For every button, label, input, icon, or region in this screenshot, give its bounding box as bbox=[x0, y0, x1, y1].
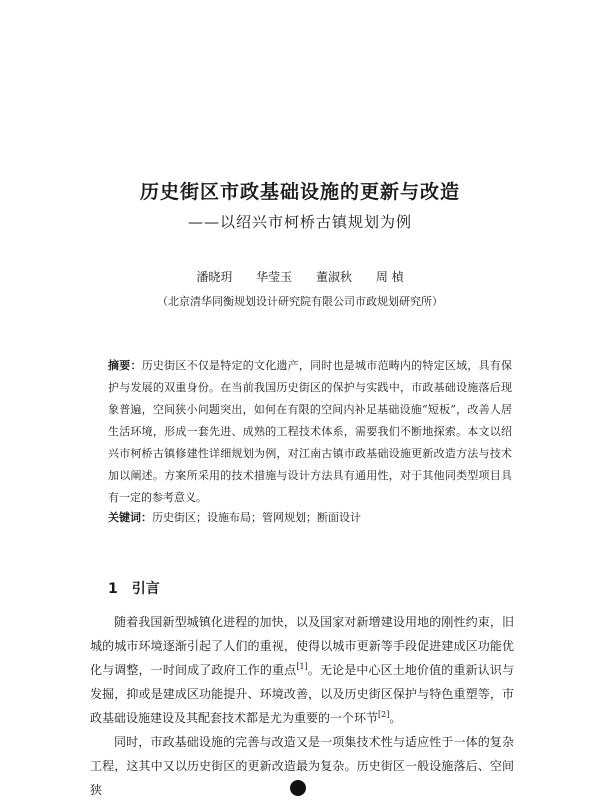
author-affiliation: （北京清华同衡规划设计研究院有限公司市政规划研究所） bbox=[157, 295, 443, 308]
body-text-span: 。无论是中心区土地价值的重新认识与发掘，抑或是建成区功能提升、环境改善，以及历史街区保护与特色重塑等，市政基础设施建设及其配套技术都是尤为重要的一个环节 bbox=[90, 663, 514, 725]
scan-blot bbox=[290, 780, 306, 796]
abstract-label: 摘要： bbox=[108, 359, 142, 372]
author-name: 华莹玉 bbox=[256, 270, 293, 284]
citation-ref: [1] bbox=[296, 662, 308, 671]
body-text-span: 随着我国新型城镇化进程的加快，以及国家对新增建设用地的刚性约束，旧城的城市环境逐渐引起了人们的重视，使得以城市更新等手段促进建成区功能优化与调整，一时间成了政府工作的重点 bbox=[90, 615, 514, 677]
keywords bbox=[108, 507, 512, 529]
author-list bbox=[0, 268, 600, 285]
keywords-text: 历史街区；设施布局；管网规划；断面设计 bbox=[152, 511, 361, 524]
body-text bbox=[90, 610, 514, 802]
citation-ref: [2] bbox=[378, 710, 390, 719]
keywords-label: 关键词： bbox=[108, 511, 152, 524]
body-paragraph bbox=[90, 610, 514, 730]
body-paragraph: 同时，市政基础设施的完善与改造又是一项集技术性与适应性于一体的复杂工程，这其中又以历史街区的更新改造最为复杂。历史街区一般设施落后、空间狭 bbox=[90, 735, 514, 797]
paper-title: 历史街区市政基础设施的更新与改造 bbox=[139, 181, 460, 203]
section-title: 引言 bbox=[131, 581, 160, 597]
paper-subtitle: ——以绍兴市柯桥古镇规划为例 bbox=[187, 213, 412, 231]
body-text-span: 。 bbox=[389, 711, 402, 725]
section-heading bbox=[108, 578, 160, 598]
section-number: 1 bbox=[108, 581, 118, 597]
abstract-text: 历史街区不仅是特定的文化遗产，同时也是城市范畴内的特定区域，具有保护与发展的双重身份。在当前我国历史街区的保护与实践中，市政基础设施落后现象普遍，空间狭小问题突出，如何在有限的空间内补足基础设施“短板”，改善人居生活环境，形成一套先进、成熟的工程技术体系，需要我们不断地探索。本文以绍兴市柯桥古镇修建性详细规划为例，对江南古镇市政基础设施更新改造方法与技术加以阐述。方案所采用的技术措施与设计方法具有通用性，对于其他同类型项目具有一定的参考意义。 bbox=[108, 359, 512, 504]
abstract bbox=[108, 355, 512, 509]
author-name: 周 楨 bbox=[375, 270, 404, 284]
author-name: 潘晓玥 bbox=[196, 270, 233, 284]
author-name: 董淑秋 bbox=[316, 270, 353, 284]
